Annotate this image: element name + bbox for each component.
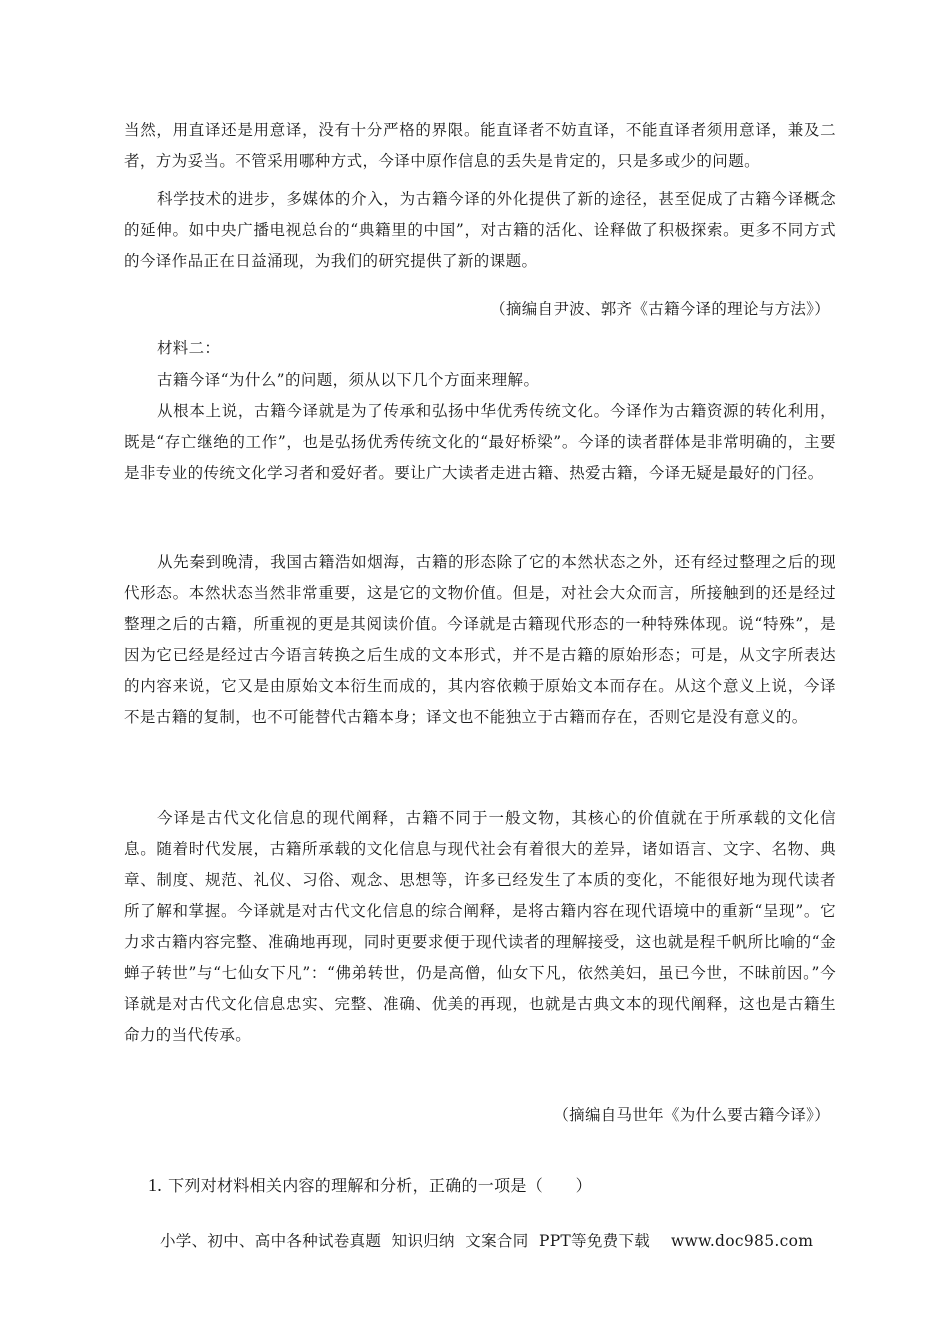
material2-paragraph-1: 古籍今译“为什么”的问题，须从以下几个方面来理解。: [157, 371, 540, 389]
page-footer: 小学、初中、高中各种试卷真题 知识归纳 文案合同 PPT等免费下载 www.doc985.com: [160, 1232, 814, 1250]
question-number: 1.: [148, 1175, 163, 1195]
material2-paragraph-3-block: [124, 547, 836, 733]
question-text: 下列对材料相关内容的理解和分析，正确的一项是（ ）: [168, 1176, 592, 1195]
material2-paragraph-3: 从先秦到晚清，我国古籍浩如烟海，古籍的形态除了它的本然状态之外，还有经过整理之后的现代形态。本然状态当然非常重要，这是它的文物价值。但是，对社会大众而言，所接触到的还是经过整理之后的古籍，所重视的更是其阅读价值。今译就是古籍现代形态的一种特殊体现。说“特殊”，是因为它已经是经过古今语言转换之后生成的文本形式，并不是古籍的原始形态；可是，从文字所表达的内容来说，它又是由原始文本衍生而成的，其内容依赖于原始文本而存在。从这个意义上说，今译不是古籍的复制，也不可能替代古籍本身；译文也不能独立于古籍而存在，否则它是没有意义的。: [124, 553, 836, 726]
material2-heading: 材料二：: [157, 339, 221, 357]
question-1: [148, 1170, 592, 1201]
material1-paragraph-1-block: [124, 115, 836, 177]
material1-paragraph-2-block: [124, 184, 836, 277]
material2-paragraph-1-block: [124, 365, 836, 396]
material2-paragraph-4-block: [124, 803, 836, 1051]
material1-source: （摘编自尹波、郭齐《古籍今译的理论与方法》）: [490, 300, 830, 318]
material1-paragraph-2: 科学技术的进步，多媒体的介入，为古籍今译的外化提供了新的途径，甚至促成了古籍今译概念的延伸。如中央广播电视总台的“典籍里的中国”，对古籍的活化、诠释做了积极探索。更多不同方式的今译作品正在日益涌现，为我们的研究提供了新的课题。: [124, 190, 836, 270]
material2-paragraph-4: 今译是古代文化信息的现代阐释，古籍不同于一般文物，其核心的价值就在于所承载的文化信息。随着时代发展，古籍所承载的文化信息与现代社会有着很大的差异，诸如语言、文字、名物、典章、制度、规范、礼仪、习俗、观念、思想等，许多已经发生了本质的变化，不能很好地为现代读者所了解和掌握。今译就是对古代文化信息的综合阐释，是将古籍内容在现代语境中的重新“呈现”。它力求古籍内容完整、准确地再现，同时更要求便于现代读者的理解接受，这也就是程千帆所比喻的“金蝉子转世”与“七仙女下凡”：“佛弟转世，仍是高僧，仙女下凡，依然美妇，虽已今世，不昧前因。”今译就是对古代文化信息忠实、完整、准确、优美的再现，也就是古典文本的现代阐释，这也是古籍生命力的当代传承。: [124, 809, 836, 1044]
material2-source: （摘编自马世年《为什么要古籍今译》）: [553, 1106, 830, 1124]
material1-paragraph-1: 当然，用直译还是用意译，没有十分严格的界限。能直译者不妨直译，不能直译者须用意译，兼及二者，方为妥当。不管采用哪种方式，今译中原作信息的丢失是肯定的，只是多或少的问题。: [124, 121, 836, 170]
material2-paragraph-2-block: [124, 396, 836, 489]
material2-paragraph-2: 从根本上说，古籍今译就是为了传承和弘扬中华优秀传统文化。今译作为古籍资源的转化利用，既是“存亡继绝的工作”，也是弘扬优秀传统文化的“最好桥梁”。今译的读者群体是非常明确的，主要是非专业的传统文化学习者和爱好者。要让广大读者走进古籍、热爱古籍，今译无疑是最好的门径。: [124, 402, 836, 482]
